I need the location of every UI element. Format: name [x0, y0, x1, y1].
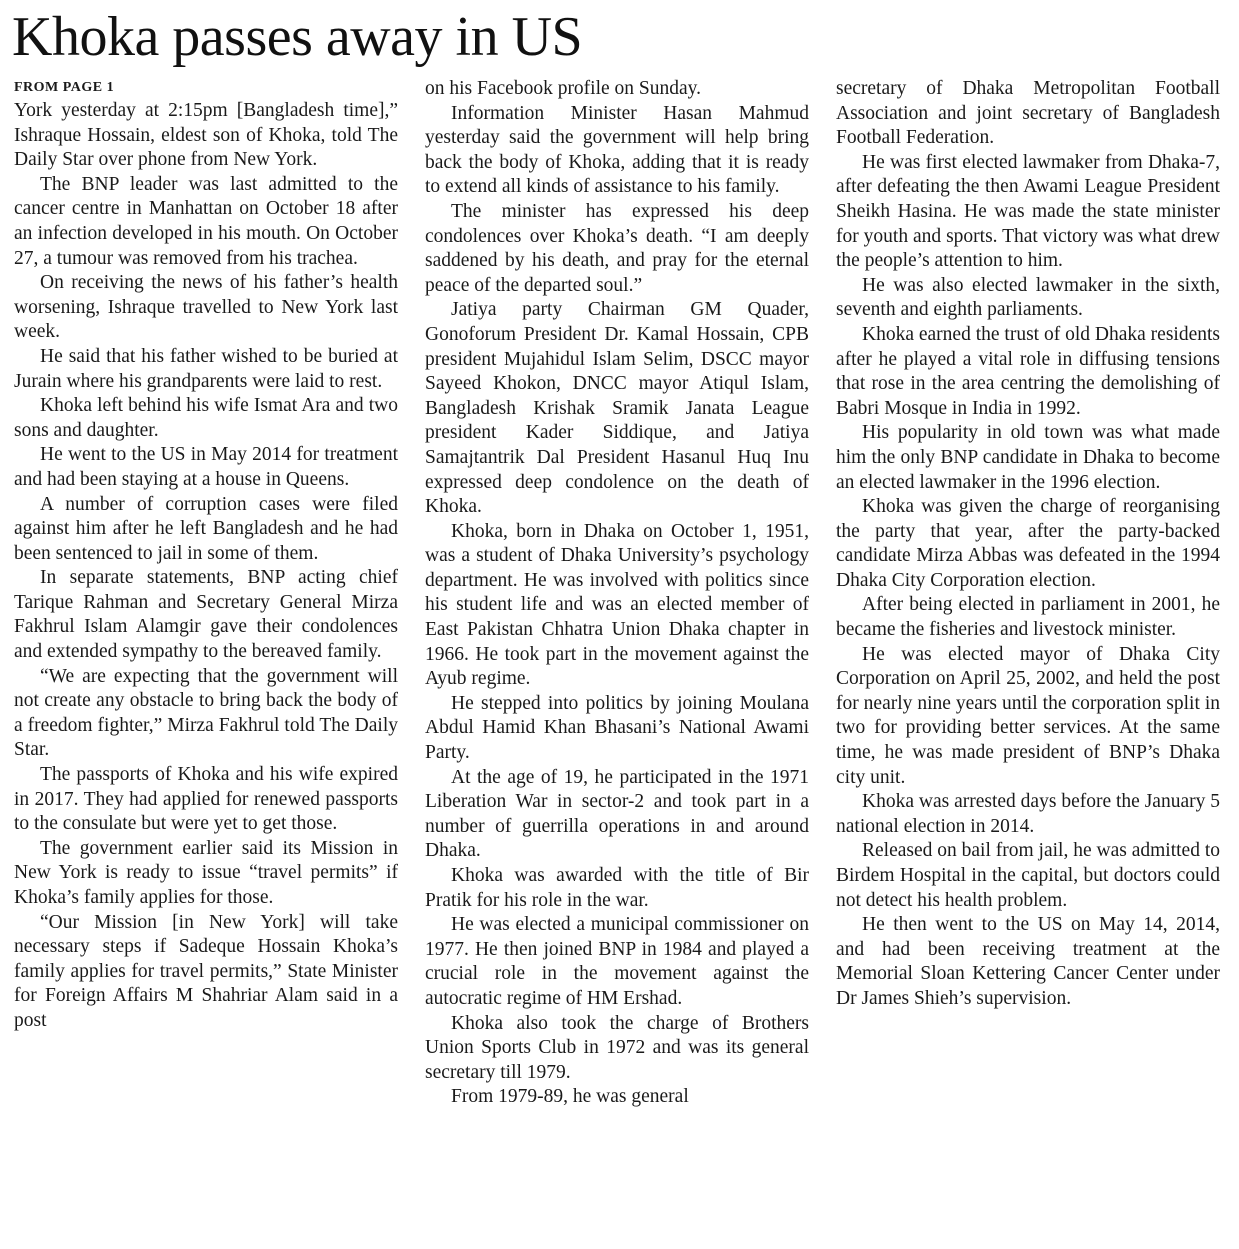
paragraph: Released on bail from jail, he was admitted to Birdem Hospital in the capital, but doctors could not detect his health problem.: [836, 840, 1220, 911]
paragraph: Khoka was awarded with the title of Bir Pratik for his role in the war.: [425, 865, 809, 911]
paragraph: He then went to the US on May 14, 2014, and had been receiving treatment at the Memorial Sloan Kettering Cancer Center under Dr James Shieh’s supervision.: [836, 914, 1220, 1009]
paragraph: York yesterday at 2:15pm [Bangladesh time],” Ishraque Hossain, eldest son of Khoka, told The Daily Star over phone from New York.: [14, 100, 398, 171]
paragraph: Khoka also took the charge of Brothers Union Sports Club in 1972 and was its general secretary till 1979.: [425, 1012, 809, 1083]
article-column-3: [836, 77, 1220, 1245]
paragraph: After being elected in parliament in 2001, he became the fisheries and livestock minister.: [836, 594, 1220, 641]
paragraph: He was also elected lawmaker in the sixth, seventh and eighth parliaments.: [836, 274, 1220, 321]
paragraph: He was first elected lawmaker from Dhaka-7, after defeating the then Awami League President Sheikh Hasina. He was made the state minister for youth and sports. That victory was what drew the people’s attention to him.: [836, 151, 1220, 272]
paragraph: “We are expecting that the government will not create any obstacle to bring back the body of a freedom fighter,” Mirza Fakhrul told The Daily Star.: [14, 665, 398, 761]
paragraph: Information Minister Hasan Mahmud yesterday said the government will help bring back the body of Khoka, adding that it is ready to extend all kinds of assistance to his family.: [425, 102, 809, 198]
article-column-2: [425, 77, 809, 1245]
article-body: [14, 77, 1220, 1245]
paragraph: He was elected a municipal commissioner on 1977. He then joined BNP in 1984 and played a crucial role in the movement against the autocratic regime of HM Ershad.: [425, 914, 809, 1009]
paragraph: Khoka left behind his wife Ismat Ara and two sons and daughter.: [14, 395, 398, 441]
paragraph: secretary of Dhaka Metropolitan Football Association and joint secretary of Bangladesh Football Federation.: [836, 78, 1220, 149]
paragraph: Khoka, born in Dhaka on October 1, 1951, was a student of Dhaka University’s psychology department. He was involved with politics since his student life and was an elected member of East Pakistan Chhatra Union Dhaka chapter in 1966. He took part in the movement against the Ayub regime.: [425, 520, 809, 690]
paragraph: The BNP leader was last admitted to the cancer centre in Manhattan on October 18 after an infection developed in his mouth. On October 27, a tumour was removed from his trachea.: [14, 173, 398, 269]
paragraph: On receiving the news of his father’s health worsening, Ishraque travelled to New York last week.: [14, 272, 398, 343]
continuation-kicker: FROM PAGE 1: [14, 80, 115, 95]
headline: Khoka passes away in US: [12, 6, 583, 68]
paragraph: From 1979-89, he was general: [451, 1086, 689, 1108]
article-column-1: [14, 77, 398, 1245]
paragraph: He said that his father wished to be buried at Jurain where his grandparents were laid to rest.: [14, 345, 398, 392]
paragraph: Khoka was arrested days before the January 5 national election in 2014.: [836, 791, 1220, 837]
paragraph: on his Facebook profile on Sunday.: [425, 78, 702, 99]
paragraph: Khoka was given the charge of reorganising the party that year, after the party-backed candidate Mirza Abbas was defeated in the 1994 Dhaka City Corporation election.: [836, 496, 1220, 591]
paragraph: He was elected mayor of Dhaka City Corporation on April 25, 2002, and held the post for nearly nine years until the corporation split in two for providing better services. At the same time, he was made president of BNP’s Dhaka city unit.: [836, 643, 1220, 788]
paragraph: A number of corruption cases were filed against him after he left Bangladesh and he had been sentenced to jail in some of them.: [14, 493, 398, 564]
paragraph: The government earlier said its Mission in New York is ready to issue “travel permits” if Khoka’s family applies for those.: [14, 837, 398, 908]
paragraph: He went to the US in May 2014 for treatment and had been staying at a house in Queens.: [14, 444, 398, 490]
paragraph: The passports of Khoka and his wife expired in 2017. They had applied for renewed passports to the consulate but were yet to get those.: [14, 764, 398, 835]
paragraph: In separate statements, BNP acting chief Tarique Rahman and Secretary General Mirza Fakhrul Islam Alamgir gave their condolences and extended sympathy to the bereaved family.: [14, 567, 398, 663]
paragraph: Khoka earned the trust of old Dhaka residents after he played a vital role in diffusing tensions that rose in the area centring the demolishing of Babri Mosque in India in 1992.: [836, 323, 1220, 419]
paragraph: He stepped into politics by joining Moulana Abdul Hamid Khan Bhasani’s National Awami Party.: [425, 692, 809, 764]
paragraph: The minister has expressed his deep condolences over Khoka’s death. “I am deeply saddened by his death, and pray for the eternal peace of the departed soul.”: [425, 200, 809, 296]
paragraph: Jatiya party Chairman GM Quader, Gonoforum President Dr. Kamal Hossain, CPB president Mujahidul Islam Selim, DSCC mayor Sayeed Khokon, DNCC mayor Atiqul Islam, Bangladesh Krishak Sramik Janata League president Kader Siddique, and Jatiya Samajtantrik Dal President Hasanul Huq Inu expressed deep condolence on the death of Khoka.: [425, 299, 809, 518]
paragraph: At the age of 19, he participated in the 1971 Liberation War in sector-2 and took part in a number of guerrilla operations in and around Dhaka.: [425, 766, 809, 862]
paragraph: His popularity in old town was what made him the only BNP candidate in Dhaka to become an elected lawmaker in the 1996 election.: [836, 422, 1220, 493]
paragraph: “Our Mission [in New York] will take necessary steps if Sadeque Hossain Khoka’s family applies for travel permits,” State Minister for Foreign Affairs M Shahriar Alam said in a post: [14, 911, 398, 1031]
